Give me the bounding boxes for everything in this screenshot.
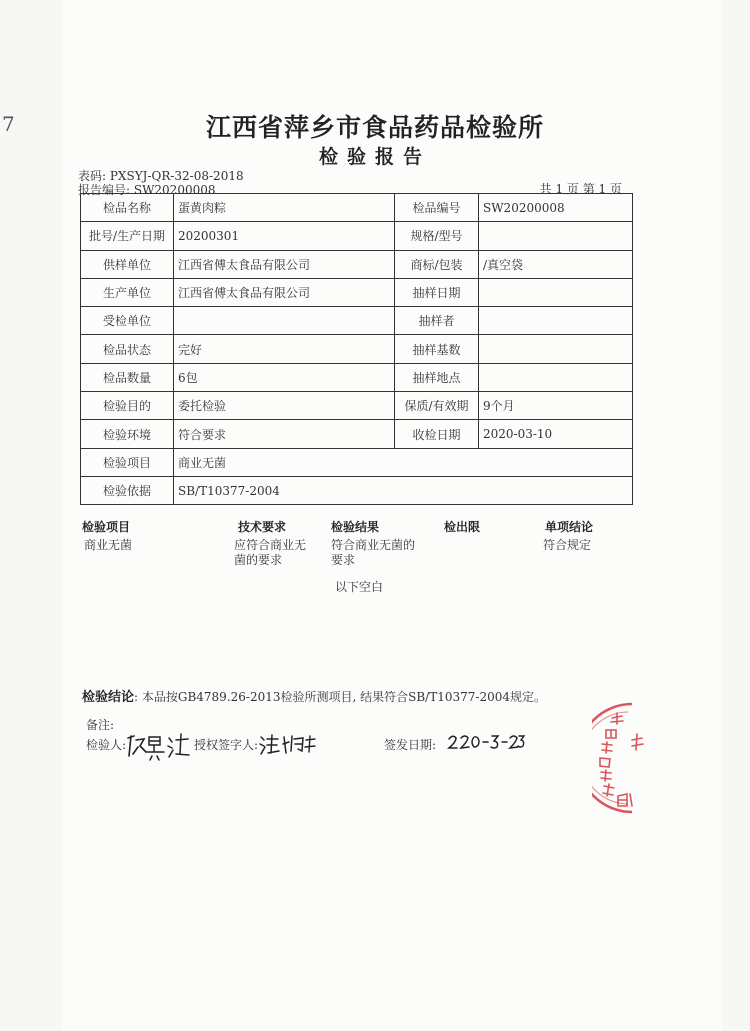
results-limit-column <box>444 518 480 538</box>
supplier-value: 江西省傅太食品有限公司 <box>174 250 395 278</box>
remarks-label: 备注: <box>86 718 115 732</box>
shelf-life-label: 保质/有效期 <box>395 392 479 420</box>
results-header-limit: 检出限 <box>444 520 481 534</box>
sample-name-value: 蛋黄肉粽 <box>174 194 395 222</box>
inspector-label: 检验人: <box>86 738 127 752</box>
inspector-signature <box>124 730 192 762</box>
env-value: 符合要求 <box>174 420 395 448</box>
supplier-label: 供样单位 <box>81 250 174 278</box>
sample-no-value: SW20200008 <box>479 194 633 222</box>
results-item-value: 商业无菌 <box>84 538 133 552</box>
margin-mark: 7 <box>2 112 15 136</box>
items-value: 商业无菌 <box>174 448 633 476</box>
sampling-date-value <box>479 278 633 306</box>
results-conclusion-column <box>543 518 593 553</box>
results-requirement-line1: 应符合商业无 <box>234 538 307 552</box>
inspection-conclusion <box>82 686 546 705</box>
results-result-line1: 符合商业无菌的 <box>331 538 416 552</box>
results-item-column <box>82 518 132 553</box>
authorized-signer-label: 授权签字人: <box>194 738 259 752</box>
batch-label: 批号/生产日期 <box>81 222 174 250</box>
conclusion-label: 检验结论 <box>82 690 135 705</box>
table-row <box>81 363 633 391</box>
batch-value: 20200301 <box>174 222 395 250</box>
brand-value: /真空袋 <box>479 250 633 278</box>
issue-date-label: 签发日期: <box>384 738 437 752</box>
results-requirement-column <box>234 518 306 568</box>
purpose-value: 委托检验 <box>174 392 395 420</box>
table-row <box>81 335 633 363</box>
official-seal <box>592 700 656 816</box>
table-row <box>81 392 633 420</box>
sample-no-label: 检品编号 <box>395 194 479 222</box>
table-row <box>81 194 633 222</box>
shelf-life-value: 9个月 <box>479 392 633 420</box>
quantity-value: 6包 <box>174 363 395 391</box>
site-value <box>479 363 633 391</box>
base-qty-value <box>479 335 633 363</box>
table-row <box>81 307 633 335</box>
results-header-requirement: 技术要求 <box>238 520 287 534</box>
table-row <box>81 420 633 448</box>
results-header-item: 检验项目 <box>82 520 131 534</box>
document-title: 江西省萍乡市食品药品检验所 <box>205 113 544 142</box>
issue-date-handwritten <box>446 732 526 752</box>
state-value: 完好 <box>174 335 395 363</box>
site-label: 抽样地点 <box>395 363 479 391</box>
basis-value: SB/T10377-2004 <box>174 476 633 504</box>
document-subtitle: 检验报告 <box>318 146 431 168</box>
items-label: 检验项目 <box>81 448 174 476</box>
results-conclusion-value: 符合规定 <box>543 538 592 552</box>
sampler-label: 抽样者 <box>395 307 479 335</box>
table-row <box>81 476 633 504</box>
brand-label: 商标/包装 <box>395 250 479 278</box>
table-row <box>81 250 633 278</box>
authorized-signature <box>258 731 318 757</box>
table-row <box>81 222 633 250</box>
results-header-result: 检验结果 <box>331 520 380 534</box>
table-row <box>81 448 633 476</box>
form-number: 表码: PXSYJ-QR-32-08-2018 <box>78 169 244 183</box>
blank-below-note: 以下空白 <box>335 580 384 594</box>
inspected-unit-value <box>174 307 395 335</box>
spec-label: 规格/型号 <box>395 222 479 250</box>
received-value: 2020-03-10 <box>479 420 633 448</box>
producer-value: 江西省傅太食品有限公司 <box>174 278 395 306</box>
basis-label: 检验依据 <box>81 476 174 504</box>
sample-name-label: 检品名称 <box>81 194 174 222</box>
inspected-unit-label: 受检单位 <box>81 307 174 335</box>
sampler-value <box>479 307 633 335</box>
results-result-line2: 要求 <box>331 553 356 567</box>
env-label: 检验环境 <box>81 420 174 448</box>
results-requirement-line2: 菌的要求 <box>234 553 283 567</box>
quantity-label: 检品数量 <box>81 363 174 391</box>
table-row <box>81 278 633 306</box>
producer-label: 生产单位 <box>81 278 174 306</box>
conclusion-text: : 本品按GB4789.26-2013检验所测项目, 结果符合SB/T10377-2004规定。 <box>134 690 546 704</box>
spec-value <box>479 222 633 250</box>
base-qty-label: 抽样基数 <box>395 335 479 363</box>
purpose-label: 检验目的 <box>81 392 174 420</box>
sampling-date-label: 抽样日期 <box>395 278 479 306</box>
state-label: 检品状态 <box>81 335 174 363</box>
received-label: 收检日期 <box>395 420 479 448</box>
sample-info-table <box>80 193 633 505</box>
report-number: 报告编号: SW20200008 <box>78 183 216 197</box>
page-info: 共 1 页 第 1 页 <box>539 182 622 196</box>
results-header-conclusion: 单项结论 <box>545 520 594 534</box>
results-result-column <box>331 518 415 568</box>
